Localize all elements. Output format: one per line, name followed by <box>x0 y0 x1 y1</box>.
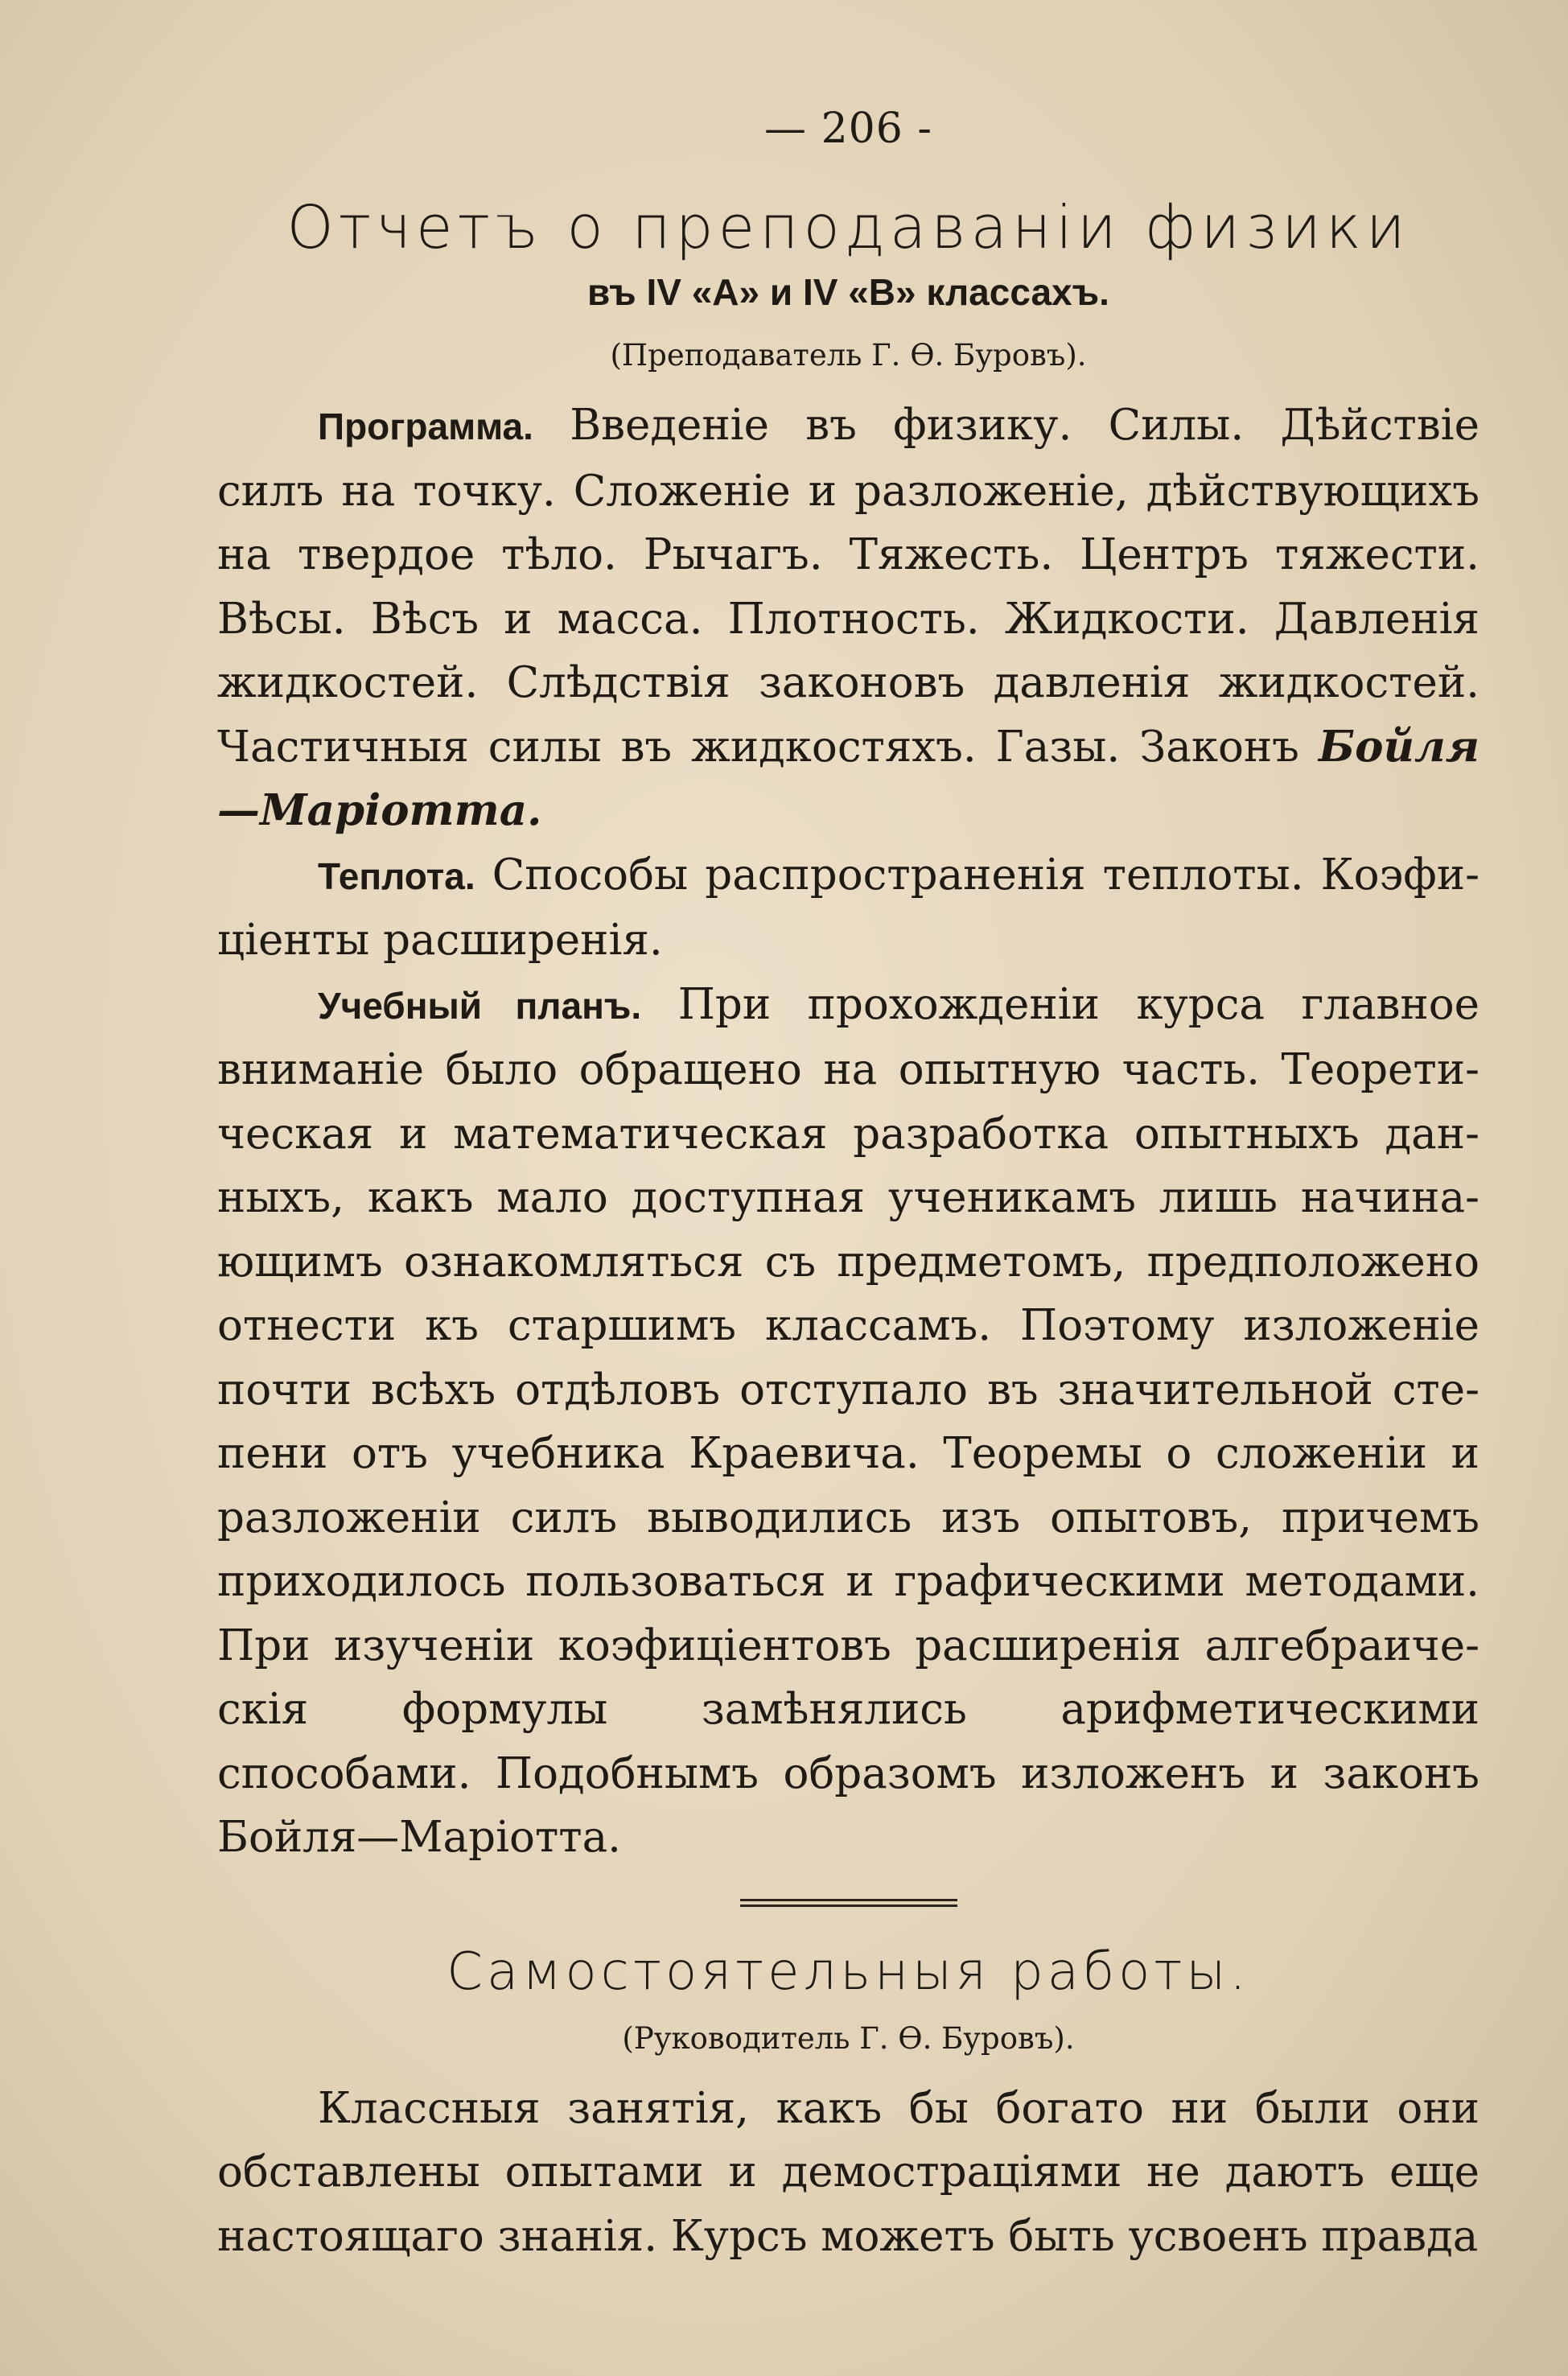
program-law-name: Бойля—Маріотта. <box>217 721 1480 835</box>
heat-paragraph <box>217 843 1480 973</box>
heat-text: Способы распространенія теплоты. Коэфиціенты расширенія. <box>217 850 1480 965</box>
page-number: — 206 - <box>764 105 932 153</box>
plan-lead: Учебный планъ. <box>318 984 642 1027</box>
teacher-note: (Преподаватель Г. Ѳ. Буровъ). <box>610 338 1087 373</box>
supervisor-note: (Руководитель Г. Ѳ. Буровъ). <box>622 2020 1075 2056</box>
program-paragraph <box>217 393 1480 843</box>
section-subtitle-classes: въ IV «А» и IV «В» классахъ. <box>587 271 1109 313</box>
section-title-independent-work: Самостоятельныя работы. <box>447 1942 1250 2002</box>
section-title-physics-report: Отчетъ о преподаваніи физики <box>286 193 1410 262</box>
section-divider <box>740 1899 957 1907</box>
heat-lead: Теплота. <box>318 854 475 897</box>
program-lead: Программа. <box>318 406 533 447</box>
program-text: Введеніе въ физику. Силы. Дѣйствіе силъ на точку. Сложеніе и разложеніе, дѣйствующихъ на твердое тѣло. Рычагъ. Тяжесть. Центръ тяжести. Вѣсы. Вѣсъ и масса. Плотность. Жидкости. Давленія жидкостей. Слѣдствія законовъ давленія жидкостей. Частичныя силы въ жидкостяхъ. Газы. Законъ <box>217 401 1480 772</box>
plan-paragraph <box>217 973 1480 1870</box>
plan-text: При прохожденіи курса главное вниманіе было обращено на опытную часть. Теоретическая и математическая разработка опытныхъ данныхъ, какъ мало доступная ученикамъ лишь начинающимъ ознакомляться съ предметомъ, предположено отнести къ старшимъ классамъ. Поэтому изложеніе почти всѣхъ отдѣловъ отступало въ значительной степени отъ учебника Краевича. Теоремы о сложеніи и разложеніи силъ выводились изъ опытовъ, причемъ приходилось пользоваться и графическими методами. При изученіи коэфиціентовъ расширенія алгебраическія формулы замѣнялись арифметическими способами. Подобнымъ образомъ изложенъ и законъ Бойля—Маріотта. <box>217 979 1480 1862</box>
independent-work-paragraph: Классныя занятія, какъ бы богато ни были они обставлены опытами и демостраціями не даютъ еще настоящаго знанія. Курсъ можетъ быть усвоенъ правда <box>217 2083 1480 2261</box>
